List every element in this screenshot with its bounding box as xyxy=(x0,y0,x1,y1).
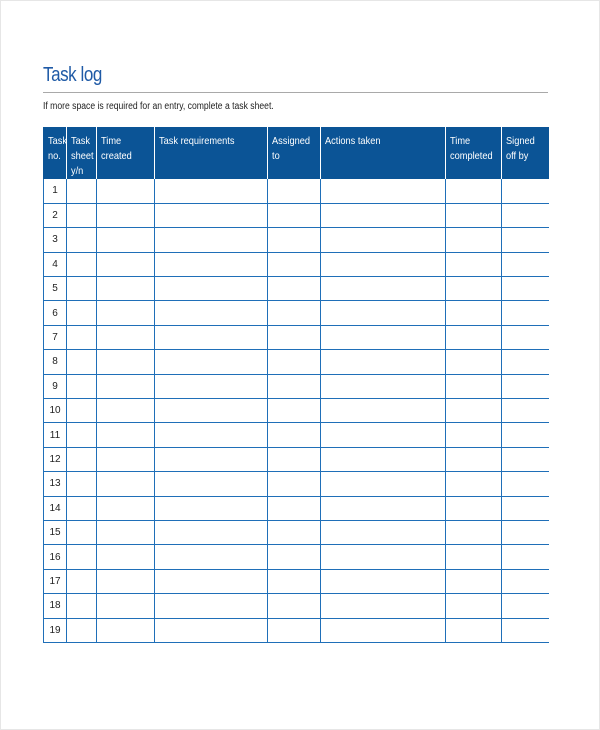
cell-task-requirements[interactable] xyxy=(155,350,268,374)
cell-time-completed[interactable] xyxy=(446,301,502,325)
cell-time-completed[interactable] xyxy=(446,399,502,423)
cell-task-requirements[interactable] xyxy=(155,203,268,227)
cell-assigned-to[interactable] xyxy=(268,569,321,593)
cell-signed-off-by[interactable] xyxy=(502,325,549,349)
table-row xyxy=(44,399,549,423)
cell-task-requirements[interactable] xyxy=(155,618,268,642)
cell-actions-taken[interactable] xyxy=(321,399,446,423)
cell-signed-off-by[interactable] xyxy=(502,203,549,227)
cell-actions-taken[interactable] xyxy=(321,496,446,520)
cell-signed-off-by[interactable] xyxy=(502,350,549,374)
instruction-note: If more space is required for an entry, complete a task sheet. xyxy=(43,101,274,112)
table-body xyxy=(44,179,549,642)
cell-actions-taken[interactable] xyxy=(321,252,446,276)
cell-time-created[interactable] xyxy=(97,203,155,227)
table-row xyxy=(44,374,549,398)
cell-time-completed[interactable] xyxy=(446,203,502,227)
cell-task-requirements[interactable] xyxy=(155,520,268,544)
table-row xyxy=(44,228,549,252)
cell-task-no: 17 xyxy=(44,569,67,593)
cell-task-sheet[interactable] xyxy=(67,472,97,496)
cell-actions-taken[interactable] xyxy=(321,472,446,496)
cell-time-completed[interactable] xyxy=(446,325,502,349)
cell-task-requirements[interactable] xyxy=(155,594,268,618)
table-row xyxy=(44,496,549,520)
cell-time-completed[interactable] xyxy=(446,447,502,471)
cell-time-created[interactable] xyxy=(97,423,155,447)
cell-task-sheet[interactable] xyxy=(67,203,97,227)
cell-actions-taken[interactable] xyxy=(321,301,446,325)
task-log-table xyxy=(43,127,549,643)
cell-time-created[interactable] xyxy=(97,350,155,374)
cell-time-completed[interactable] xyxy=(446,569,502,593)
cell-task-requirements[interactable] xyxy=(155,569,268,593)
cell-signed-off-by[interactable] xyxy=(502,228,549,252)
cell-assigned-to[interactable] xyxy=(268,618,321,642)
cell-task-requirements[interactable] xyxy=(155,228,268,252)
cell-time-created[interactable] xyxy=(97,594,155,618)
cell-assigned-to[interactable] xyxy=(268,545,321,569)
cell-time-created[interactable] xyxy=(97,325,155,349)
cell-actions-taken[interactable] xyxy=(321,423,446,447)
cell-actions-taken[interactable] xyxy=(321,203,446,227)
cell-task-requirements[interactable] xyxy=(155,399,268,423)
table-row xyxy=(44,520,549,544)
cell-task-no: 2 xyxy=(44,203,67,227)
cell-task-requirements[interactable] xyxy=(155,277,268,301)
cell-task-sheet[interactable] xyxy=(67,325,97,349)
cell-actions-taken[interactable] xyxy=(321,545,446,569)
table-header-row xyxy=(44,127,549,179)
cell-time-created[interactable] xyxy=(97,179,155,203)
cell-task-no: 10 xyxy=(44,399,67,423)
cell-assigned-to[interactable] xyxy=(268,472,321,496)
cell-task-no: 19 xyxy=(44,618,67,642)
cell-task-sheet[interactable] xyxy=(67,569,97,593)
cell-task-no: 18 xyxy=(44,594,67,618)
table-row xyxy=(44,203,549,227)
cell-time-completed[interactable] xyxy=(446,252,502,276)
cell-signed-off-by[interactable] xyxy=(502,520,549,544)
cell-time-created[interactable] xyxy=(97,252,155,276)
cell-time-created[interactable] xyxy=(97,447,155,471)
cell-task-requirements[interactable] xyxy=(155,496,268,520)
cell-task-sheet[interactable] xyxy=(67,301,97,325)
cell-task-requirements[interactable] xyxy=(155,423,268,447)
cell-task-no: 12 xyxy=(44,447,67,471)
cell-task-sheet[interactable] xyxy=(67,374,97,398)
cell-task-no: 5 xyxy=(44,277,67,301)
cell-actions-taken[interactable] xyxy=(321,350,446,374)
table-row xyxy=(44,423,549,447)
cell-task-requirements[interactable] xyxy=(155,252,268,276)
cell-actions-taken[interactable] xyxy=(321,520,446,544)
cell-assigned-to[interactable] xyxy=(268,594,321,618)
cell-assigned-to[interactable] xyxy=(268,496,321,520)
cell-time-completed[interactable] xyxy=(446,423,502,447)
cell-assigned-to[interactable] xyxy=(268,277,321,301)
cell-task-no: 8 xyxy=(44,350,67,374)
cell-task-sheet[interactable] xyxy=(67,399,97,423)
cell-time-completed[interactable] xyxy=(446,594,502,618)
table-row xyxy=(44,350,549,374)
cell-task-no: 7 xyxy=(44,325,67,349)
cell-assigned-to[interactable] xyxy=(268,228,321,252)
cell-task-no: 3 xyxy=(44,228,67,252)
table-row xyxy=(44,301,549,325)
cell-task-sheet[interactable] xyxy=(67,545,97,569)
header-task-no: Task no. xyxy=(44,127,67,179)
cell-time-completed[interactable] xyxy=(446,545,502,569)
cell-assigned-to[interactable] xyxy=(268,325,321,349)
cell-task-requirements[interactable] xyxy=(155,447,268,471)
cell-time-created[interactable] xyxy=(97,277,155,301)
header-actions-taken: Actions taken xyxy=(321,127,446,179)
cell-task-sheet[interactable] xyxy=(67,447,97,471)
header-assigned-to: Assigned to xyxy=(268,127,321,179)
cell-task-no: 4 xyxy=(44,252,67,276)
page-title: Task log xyxy=(43,64,102,86)
cell-task-requirements[interactable] xyxy=(155,472,268,496)
cell-actions-taken[interactable] xyxy=(321,569,446,593)
cell-signed-off-by[interactable] xyxy=(502,374,549,398)
table-row xyxy=(44,325,549,349)
cell-task-no: 11 xyxy=(44,423,67,447)
cell-time-created[interactable] xyxy=(97,399,155,423)
cell-assigned-to[interactable] xyxy=(268,447,321,471)
cell-actions-taken[interactable] xyxy=(321,618,446,642)
cell-time-completed[interactable] xyxy=(446,350,502,374)
cell-time-created[interactable] xyxy=(97,228,155,252)
cell-task-sheet[interactable] xyxy=(67,228,97,252)
cell-assigned-to[interactable] xyxy=(268,399,321,423)
cell-task-requirements[interactable] xyxy=(155,301,268,325)
table-row xyxy=(44,252,549,276)
table-row xyxy=(44,545,549,569)
cell-assigned-to[interactable] xyxy=(268,520,321,544)
cell-task-sheet[interactable] xyxy=(67,520,97,544)
header-task-sheet: Task sheet y/n xyxy=(67,127,97,179)
cell-time-created[interactable] xyxy=(97,618,155,642)
cell-signed-off-by[interactable] xyxy=(502,447,549,471)
cell-task-no: 16 xyxy=(44,545,67,569)
header-signed-off-by: Signed off by xyxy=(502,127,549,179)
cell-signed-off-by[interactable] xyxy=(502,423,549,447)
cell-task-requirements[interactable] xyxy=(155,325,268,349)
cell-time-created[interactable] xyxy=(97,520,155,544)
cell-task-requirements[interactable] xyxy=(155,545,268,569)
table-row xyxy=(44,569,549,593)
cell-task-requirements[interactable] xyxy=(155,179,268,203)
table-row xyxy=(44,447,549,471)
cell-time-completed[interactable] xyxy=(446,277,502,301)
header-task-requirements: Task requirements xyxy=(155,127,268,179)
cell-task-sheet[interactable] xyxy=(67,350,97,374)
title-divider xyxy=(43,92,548,93)
cell-time-completed[interactable] xyxy=(446,179,502,203)
cell-signed-off-by[interactable] xyxy=(502,472,549,496)
cell-actions-taken[interactable] xyxy=(321,325,446,349)
cell-signed-off-by[interactable] xyxy=(502,545,549,569)
cell-task-no: 13 xyxy=(44,472,67,496)
cell-task-no: 9 xyxy=(44,374,67,398)
cell-task-sheet[interactable] xyxy=(67,496,97,520)
cell-assigned-to[interactable] xyxy=(268,203,321,227)
cell-task-sheet[interactable] xyxy=(67,252,97,276)
table-row xyxy=(44,594,549,618)
table-row xyxy=(44,277,549,301)
cell-task-sheet[interactable] xyxy=(67,423,97,447)
cell-time-created[interactable] xyxy=(97,545,155,569)
cell-assigned-to[interactable] xyxy=(268,374,321,398)
cell-actions-taken[interactable] xyxy=(321,594,446,618)
cell-task-requirements[interactable] xyxy=(155,374,268,398)
cell-signed-off-by[interactable] xyxy=(502,569,549,593)
table-row xyxy=(44,179,549,203)
cell-assigned-to[interactable] xyxy=(268,252,321,276)
cell-task-no: 14 xyxy=(44,496,67,520)
cell-signed-off-by[interactable] xyxy=(502,252,549,276)
cell-actions-taken[interactable] xyxy=(321,228,446,252)
cell-time-created[interactable] xyxy=(97,496,155,520)
cell-actions-taken[interactable] xyxy=(321,447,446,471)
table-row xyxy=(44,618,549,642)
cell-time-completed[interactable] xyxy=(446,374,502,398)
cell-time-completed[interactable] xyxy=(446,618,502,642)
cell-time-created[interactable] xyxy=(97,472,155,496)
cell-signed-off-by[interactable] xyxy=(502,179,549,203)
cell-task-sheet[interactable] xyxy=(67,277,97,301)
cell-time-created[interactable] xyxy=(97,374,155,398)
cell-time-completed[interactable] xyxy=(446,228,502,252)
cell-actions-taken[interactable] xyxy=(321,179,446,203)
cell-time-created[interactable] xyxy=(97,301,155,325)
cell-time-completed[interactable] xyxy=(446,520,502,544)
table-row xyxy=(44,472,549,496)
cell-task-no: 15 xyxy=(44,520,67,544)
cell-actions-taken[interactable] xyxy=(321,374,446,398)
cell-signed-off-by[interactable] xyxy=(502,496,549,520)
cell-task-sheet[interactable] xyxy=(67,179,97,203)
cell-signed-off-by[interactable] xyxy=(502,618,549,642)
cell-actions-taken[interactable] xyxy=(321,277,446,301)
cell-signed-off-by[interactable] xyxy=(502,594,549,618)
cell-time-completed[interactable] xyxy=(446,496,502,520)
cell-task-no: 6 xyxy=(44,301,67,325)
header-time-completed: Time completed xyxy=(446,127,502,179)
cell-task-sheet[interactable] xyxy=(67,594,97,618)
cell-time-completed[interactable] xyxy=(446,472,502,496)
header-time-created: Time created xyxy=(97,127,155,179)
cell-task-sheet[interactable] xyxy=(67,618,97,642)
cell-signed-off-by[interactable] xyxy=(502,301,549,325)
cell-task-no: 1 xyxy=(44,179,67,203)
cell-assigned-to[interactable] xyxy=(268,423,321,447)
cell-time-created[interactable] xyxy=(97,569,155,593)
cell-assigned-to[interactable] xyxy=(268,350,321,374)
cell-signed-off-by[interactable] xyxy=(502,277,549,301)
cell-assigned-to[interactable] xyxy=(268,179,321,203)
cell-signed-off-by[interactable] xyxy=(502,399,549,423)
cell-assigned-to[interactable] xyxy=(268,301,321,325)
